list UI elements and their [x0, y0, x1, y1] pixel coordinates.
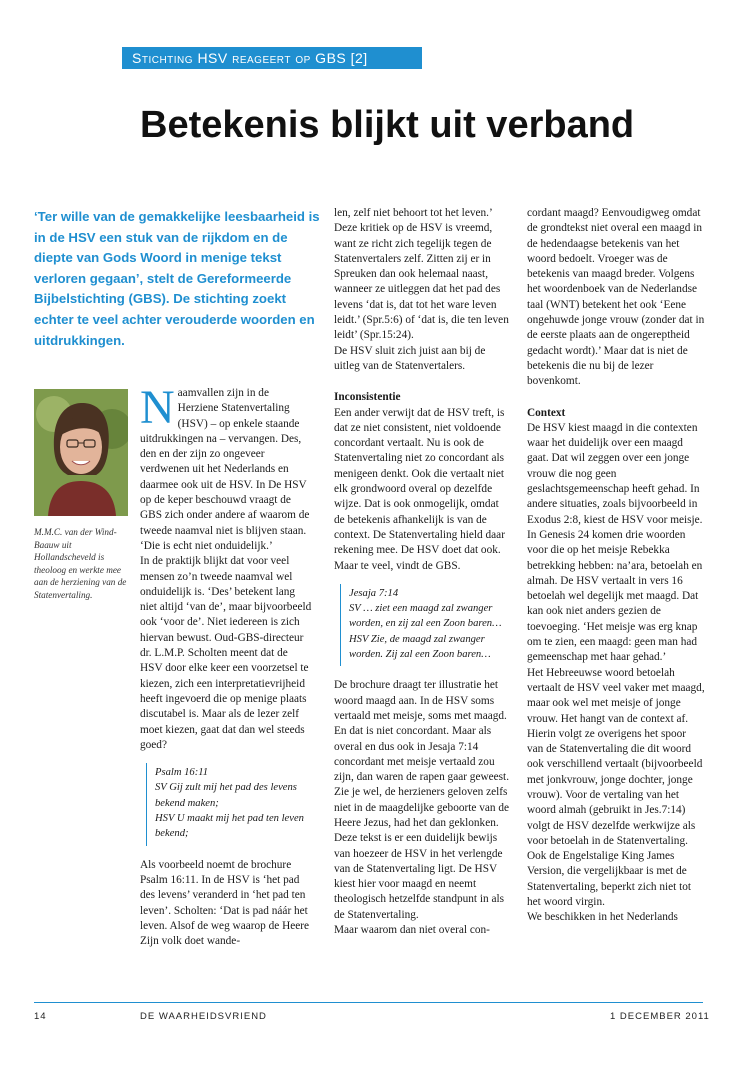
paragraph: Deze tekst is er een duidelijk bewijs van hoezeer de HSV in het verlengde van de Statenvertaling ligt. De HSV kiest hier voor maagd en neemt theologisch hetzelfde standpunt in als de Statenvertaling. [334, 832, 505, 921]
paragraph: We beschikken in het Nederlands [527, 911, 678, 924]
quote-line: SV Gij zult mij het pad des levens bekend maken; [155, 782, 297, 809]
paragraph: len, zelf niet behoort tot het leven.’ Deze kritiek op de HSV is vreemd, want ze richt zich tegelijk tegen de Statenvertalers zelf. Zitten zij er in Spreuken dan ook helemaal naast, wanneer ze uitleggen dat het pad des levens ‘dat is, dat tot het ware leven leidt.’ (Spr.5:6) of ‘dat is, die ten leven leidt’ (Spr.15:24). [334, 207, 509, 342]
quote-line: HSV Zie, de maagd zal zwanger worden. Zij zal een Zoon baren… [349, 633, 491, 661]
footer-rule [34, 1002, 703, 1003]
paragraph: Het Hebreeuwse woord betoelah vertaalt de HSV veel vaker met maagd, maar ook wel met meisje of jonge vrouw. Het hangt van de context af. Hierin volgt ze overigens het spoor van de Statenvertaling die dit woord ook verschillend vertaalt (bijvoorbeeld met jonkvrouw, jonge dochter, jonge vrouw). Voor de vertaling van het woord almah (gebruikt in Jes.7:14) volgt de HSV dezelfde werkwijze als voor betoelah in de Statenvertaling. Ook de Engelstalige King James Version, die vergelijkbaar is met de Statenvertaling, beperkt zich niet tot het woord virgin. [527, 666, 705, 909]
page-number: 14 [34, 1011, 47, 1022]
article-title: Betekenis blijkt uit verband [140, 104, 635, 146]
paragraph: De HSV kiest maagd in die contexten waar het duidelijk over een maagd gaat. Dat wil zeggen over een jonge vrouw die nog geen geslachtsgemeenschap heeft gehad. In andere situaties, zoals bijvoorbeeld in Exodus 2:8, kiest de HSV voor meisje. [527, 421, 703, 526]
article-lede: ‘Ter wille van de gemakkelijke leesbaarheid is in de HSV een stuk van de rijkdom en de diepte van Gods Woord in menige tekst verloren gegaan’, stelt de Gereformeerde Bijbelstichting (GBS). De stichting zoekt echter te veel achter verouderde woorden en uitdrukkingen. [34, 209, 320, 348]
quote-ref: Psalm 16:11 [155, 767, 209, 779]
section-banner: Stichting HSV reageert op GBS [2] [122, 47, 422, 69]
column-3 [527, 206, 705, 926]
paragraph: Maar waarom dan niet overal con- [334, 924, 490, 937]
column-1 [140, 381, 312, 949]
section-heading: Inconsistentie [334, 391, 401, 404]
column-2 [334, 206, 512, 938]
paragraph: In Genesis 24 komen drie woorden voor die op het meisje Rebekka betrekking hebben: na’ara, betoelah en almah. De HSV vertaalt in vers 16 betoelah wel degelijk met maagd. Dat kan ook niet anders gezien de toevoeging. ‘Het meisje was erg knap om te zien, een maagd: geen man had gemeenschap met haar gehad.’ [527, 528, 703, 664]
scripture-quote [146, 763, 312, 845]
quote-ref: Jesaja 7:14 [349, 587, 399, 599]
paragraph: De HSV sluit zich juist aan bij de uitleg van de Statenvertalers. [334, 344, 486, 372]
magazine-name: DE WAARHEIDSVRIEND [140, 1011, 267, 1022]
issue-date: 1 DECEMBER 2011 [610, 1011, 710, 1022]
photo-caption: M.M.C. van der Wind-Baauw uit Hollandscheveld is theoloog en werkte mee aan de herziening van de Statenvertaling. [34, 527, 127, 600]
portrait-icon [34, 389, 128, 516]
paragraph: Een ander verwijt dat de HSV treft, is dat ze niet consistent, niet voldoende concordant vertaalt. Nu is ook de Statenvertaling niet zo concordant als menigeen denkt. Ook die vertaalt niet elk grondwoord overal op dezelfde wijze. Dat is ook onmogelijk, omdat de betekenis afhankelijk is van de context. De Statenvertaling hield daar rekening mee. De HSV doet dat ook. Maar te veel, vindt de GBS. [334, 406, 505, 572]
paragraph: aamvallen zijn in de Herziene Statenvertaling (HSV) – op enkele staande uitdrukkingen na – vervangen. Des, den en der zijn zo ongeveer verdwenen uit het Nederlands en daarmee ook uit de HSV. In De HSV op de keper beschouwd vraagt de GBS zich onder andere af waarom de tweede naamval niet is blijven staan. ‘Die is echt niet onduidelijk.’ [140, 387, 310, 552]
portrait-photo [34, 389, 128, 516]
quote-line: SV … ziet een maagd zal zwanger worden, en zij zal een Zoon baren… [349, 603, 502, 630]
paragraph: cordant maagd? Eenvoudigweg omdat de grondtekst niet overal een maagd in de hedendaagse betekenis van het woord bedoelt. Vroeger was de betekenis van maagd breder. Volgens het woordenboek van de Nederlandse taal (WNT) betekent het ook ‘Eene ongehuwde jonge vrouw (zonder dat in de eerste plaats aan de ongereptheid gedacht wordt).’ Maar dat is niet de betekenis die nu bij de lezer bovenkomt. [527, 207, 705, 388]
drop-cap: N [140, 381, 175, 434]
paragraph: In de praktijk blijkt dat voor veel mensen zo’n tweede naamval wel onduidelijk is. ‘Des’ betekent lang niet altijd ‘van de’, maar bijvoorbeeld ook ‘voor de’. Niet iedereen is zich hiervan bewust. Oud-GBS-directeur dr. L.M.P. Scholten meent dat de HSV door elke keer een voorzetsel te kiezen, zich een interpretatievrijheid heeft ingevoerd die op menige plaats discutabel is. Maar als de lezer zelf moet kiezen, gaat dat dan wel steeds goed? [140, 555, 312, 751]
paragraph: De brochure draagt ter illustratie het woord maagd aan. In de HSV soms vertaald met meisje, soms met maagd. En dat is niet concordant. Maar als overal en dus ook in Jesaja 7:14 concordant met meisje vertaald zou zijn, dan waren de rapen gaar geweest. Zie je wel, de herzieners geloven zelfs niet in de maagdelijke geboorte van de Heere Jezus, had het dan geklonken. [334, 679, 510, 829]
section-heading: Context [527, 406, 566, 419]
paragraph: Als voorbeeld noemt de brochure Psalm 16:11. In de HSV is ‘het pad des levens’ veranderd in ‘het pad ten leven’. Scholten: ‘Dat is pad náár het leven. Alsof de weg waarop de Heere Zijn volk doet wande- [140, 858, 310, 948]
scripture-quote [340, 584, 512, 666]
quote-line: HSV U maakt mij het pad ten leven bekend; [155, 813, 304, 840]
